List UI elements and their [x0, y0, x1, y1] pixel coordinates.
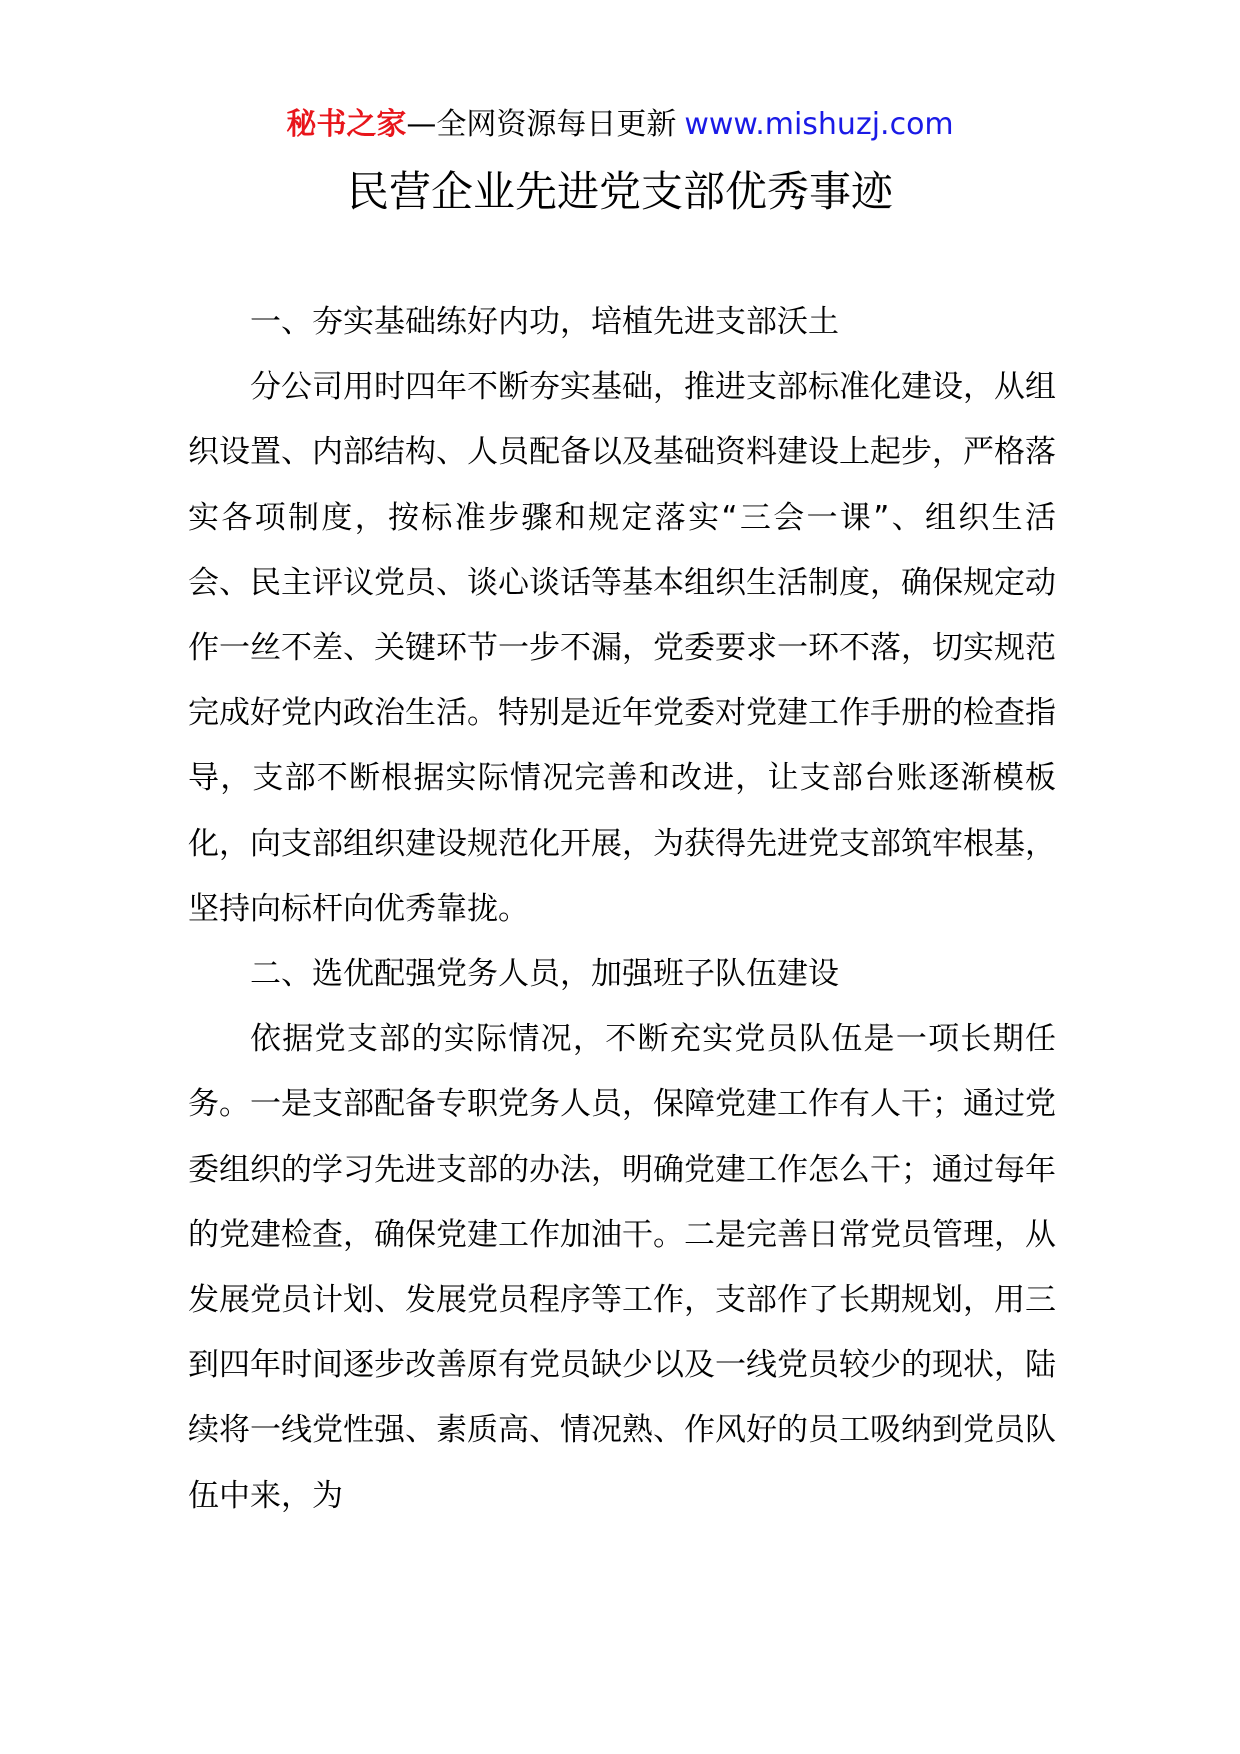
- document-title: 民营企业先进党支部优秀事迹: [346, 167, 893, 216]
- site-banner: [0, 100, 1240, 150]
- body-paragraph-1: 分公司用时四年不断夯实基础，推进支部标准化建设，从组织设置、内部结构、人员配备以及基础资料建设上起步，严格落实各项制度，按标准步骤和规定落实“三会一课”、组织生活会、民主评议党员、谈心谈话等基本组织生活制度，确保规定动作一丝不差、关键环节一步不漏，党委要求一环不落，切实规范完成好党内政治生活。特别是近年党委对党建工作手册的检查指导，支部不断根据实际情况完善和改进，让支部台账逐渐模板化，向支部组织建设规范化开展，为获得先进党支部筑牢根基，坚持向标杆向优秀靠拢。: [188, 369, 1056, 927]
- section-heading-2: 二、选优配强党务人员，加强班子队伍建设: [250, 956, 839, 993]
- section-heading-1: 一、夯实基础练好内功，培植先进支部沃土: [250, 304, 839, 340]
- document-body: [188, 290, 1056, 1529]
- site-url-link[interactable]: www.mishuzj.com: [684, 107, 954, 142]
- banner-slogan: —全网资源每日更新: [406, 107, 677, 142]
- brand-name: 秘书之家: [286, 107, 407, 142]
- body-paragraph-2: 依据党支部的实际情况，不断充实党员队伍是一项长期任务。一是支部配备专职党务人员，保障党建工作有人干；通过党委组织的学习先进支部的办法，明确党建工作怎么干；通过每年的党建检查，确保党建工作加油干。二是完善日常党员管理，从发展党员计划、发展党员程序等工作，支部作了长期规划，用三到四年时间逐步改善原有党员缺少以及一线党员较少的现状，陆续将一线党性强、素质高、情况熟、作风好的员工吸纳到党员队伍中来，为: [188, 1021, 1056, 1514]
